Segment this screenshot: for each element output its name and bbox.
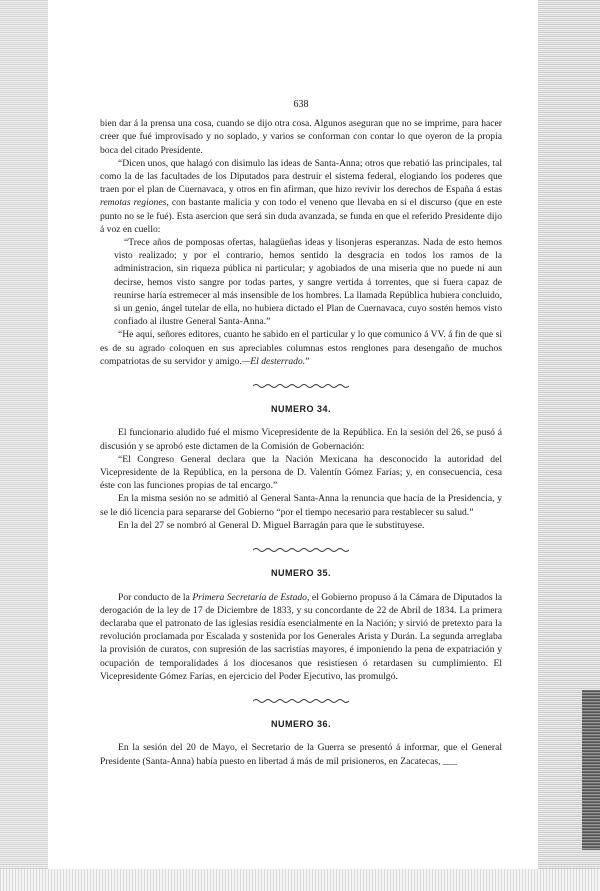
page-number: 638 (293, 99, 309, 110)
paragraph: El funcionario aludido fué el mismo Vicepresidente de la República. En la sesión del 26, se pusó á discusión y se aprobó este dictamen de la Comisión de Gobernación: (100, 427, 502, 452)
paragraph: “He aquí, señores editores, cuanto he sabido en el particular y lo que comunico á VV. á fin de que si es de su agrado coloquen en sus apreciables columnas estos renglones para desengaño de muchos compatriotas de su servidor y amigo.—El desterrado.” (100, 329, 502, 367)
italic-text: remotas regiones, (100, 197, 169, 209)
section-heading: NUMERO 34. (270, 404, 331, 415)
paragraph: En la misma sesión no se admitió al General Santa-Anna la renuncia que hacía de la Presidencia, y se le dió licencia para separarse del Gobierno “por el tiempo necesario para restablecer su salud.” (100, 493, 502, 518)
document-page (100, 98, 502, 768)
section-heading: NUMERO 36. (270, 719, 331, 730)
quote-paragraph: “Trece años de pomposas ofertas, halagüeñas ideas y lisonjeras esperanzas. Nada de esto hemos visto realizado; y por el contrario, hemos sentido la desgracia en todos los ramos de la administracion, sin riqueza pública ni particular; y agobiados de una miseria que no puede ni aun decirse, hemos visto sangre por todas partes, y sangre vertida á torrentes, que si fuera capaz de reunirse haría estremecer al más insensible de los hombres. La llamada República hubiera concluido, si un genio, ángel tutelar de ella, no hubiera dictado el Plan de Cuernavaca, cuyo sostén hemos visto confiado al ilustre General Santa-Anna.” (114, 237, 502, 328)
scan-edge-bottom (0, 869, 600, 891)
wavy-divider (100, 544, 502, 557)
paragraph: En la del 27 se nombró al General D. Miguel Barragán para que le substituyese. (118, 519, 425, 531)
paragraph: Por conducto de la Primera Secretaría de Estado, el Gobierno propuso á la Cámara de Diputados la derogación de la ley de 17 de Diciembre de 1833, y su concordante de 22 de Abril de 1834. La primera declaraba que el patronato de las iglesias residía esencialmente en la Nación; y sirvió de pretexto para la revolución proclamada por Escalada y sostenida por los Generales Arista y Durán. La segunda arreglaba la provisión de curatos, con supresión de las sacristías mayores, é imponiendo la pena de expatriación y ocupación de temporalidades á los diocesanos que resistiesen ó retardasen su cumplimiento. El Vicepresidente Gómez Farías, en ejercicio del Poder Ejecutivo, las promulgó. (100, 591, 502, 682)
scan-edge-left (0, 0, 48, 891)
signature: —El desterrado. (241, 355, 306, 367)
paragraph: bien dar á la prensa una cosa, cuando se dijo otra cosa. Algunos aseguran que no se imprime, para hacer creer que fué improvisado y no soplado, y varios se conforman con contar lo que oyeron de la propia boca del citado Presidente. (100, 118, 502, 156)
scan-shadow (582, 690, 600, 850)
wavy-divider (100, 380, 502, 393)
paragraph: “Dicen unos, que halagó con disimulo las ideas de Santa-Anna; otros que rebatió las principales, tal como la de las facultades de los Diputados para destruir el sistema federal, elogiando los poderes que traen por el plan de Cuernavaca, y otros en fin afirman, que hizo revivir los derechos de España á estas remotas regiones, con bastante malicia y con todo el veneno que llevaba en sí el discurso (que en este punto no se le fué). Esta asercion que será sin duda avanzada, se funda en que el referido Presidente dijo á voz en cuello: (100, 157, 502, 235)
wavy-divider (100, 695, 502, 708)
paragraph: En la sesión del 20 de Mayo, el Secretario de la Guerra se presentó á informar, que el General Presidente (Santa-Anna) había puesto en libertad á más de mil prisioneros, en Zacatecas, ___ (100, 742, 502, 767)
italic-text: Primera Secretaría de Estado, (192, 591, 310, 603)
section-heading: NUMERO 35. (270, 568, 331, 579)
quote-paragraph: “El Congreso General declara que la Nación Mexicana ha desconocido la autoridad del Vicepresidente de la República, en la persona de D. Valentín Gómez Farías; y, en consecuencia, cesa éste con las funciones propias de tal encargo.” (100, 453, 502, 492)
